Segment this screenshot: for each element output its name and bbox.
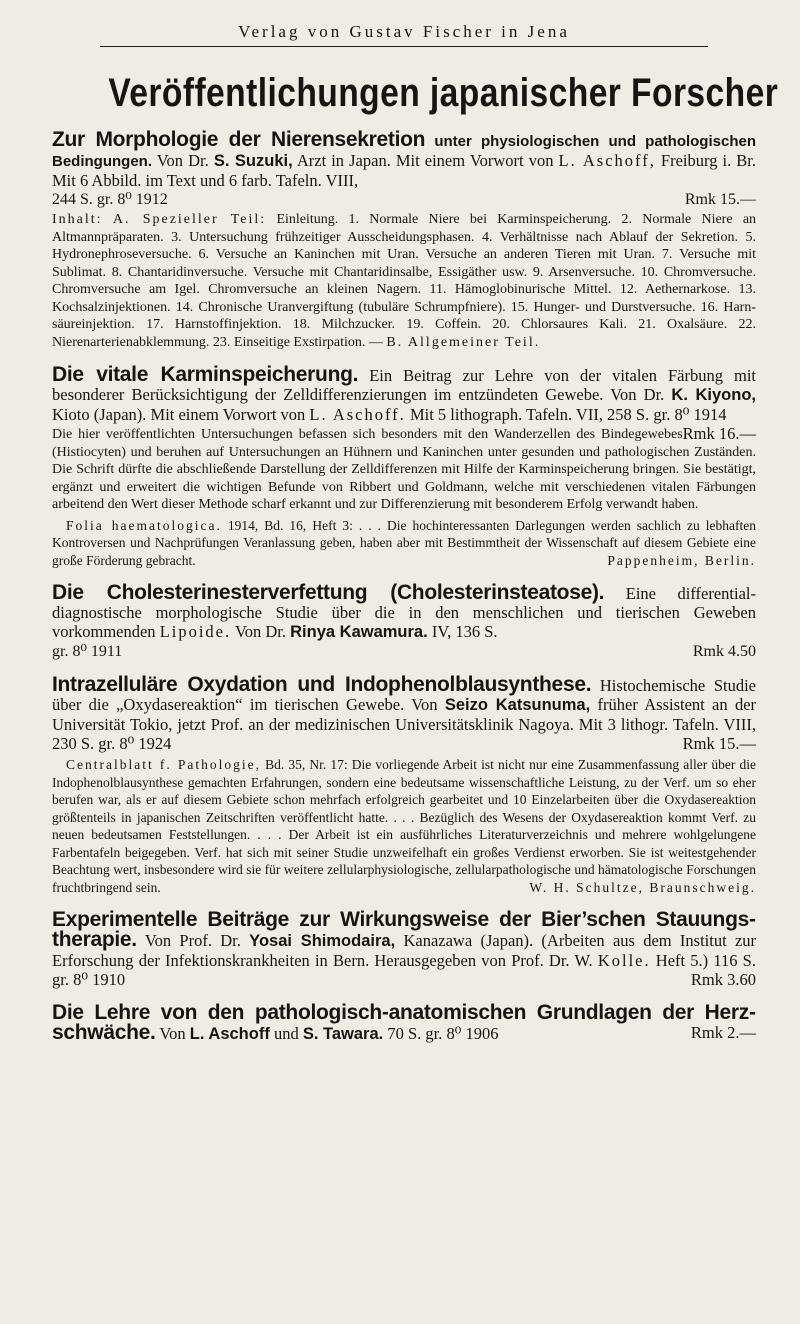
entry-meta [52,642,756,661]
entry-author: L. Aschoff [189,1025,270,1043]
entry-text: Arzt in Japan. Mit einem Vorwort von [296,151,554,170]
entry-author: Yosai Shimodaira, [249,932,396,950]
entry-pages: 70 S. gr. 8⁰ 1906 [387,1024,499,1043]
entry-title: Zur Morphologie der Nierensekretion [52,128,426,151]
entry-text: früher Assistent an der Universität Tokio, jetzt Prof. an der medizinischen Universitätsklinik Nagoya. Mit 3 lithogr. Tafeln. VIII, 230 S. gr. 8⁰ [52,695,757,753]
entry-text: Von Dr. [156,151,209,170]
entry-author: Rinya Kawamura. [290,623,428,641]
entry-shimodaira [52,910,756,989]
entry-price: Rmk 15.— [684,191,756,208]
entry-review [52,756,756,896]
entry-text: und [273,1024,299,1043]
entry-title: Die Lehre von den pathologisch-anatomischen Grundlagen der Herzschwäche. [52,1001,756,1044]
contents-part: A. Spezieller Teil: [112,212,267,227]
entry-price: Rmk 16.— [682,424,756,443]
entry-text: Eine differentialdiagnostische morphologische Studie über die in den menschlichen und tierischen Geweben vorkommenden [52,584,756,641]
entry-text: Von Dr. [234,622,287,641]
entry-text: Kanazawa (Japan). (Arbeiten aus dem Institut zur Erforschung der Infektionskrankheiten in Bern. Herausgegeben von Prof. Dr. W. [52,931,757,970]
entry-title: Intrazelluläre Oxydation und Indophenolblausynthese. [52,673,592,696]
entry-subtitle: unter physiologischen und pathologischen Bedingungen. [52,133,756,170]
entry-aschoff-tawara [52,1003,756,1044]
entry-review [52,517,756,570]
entry-kawamura [52,583,756,661]
contents-text: Einleitung. 1. Normale Niere bei Karminspeicherung. 2. Normale Niere an Altmannpräparaten. 3. Untersuchung frühzeitiger Ausscheidungsphasen. 4. Verhältnisse nach Ablauf der Sekretion. 5. Hydronephroseversuche. 6. Versuche an Kaninchen mit Uran. Versuche an anderen Tieren mit Uran. 7. Versuche mit Sublimat. 8. Chantaridinversuche. Versuche mit Chantaridinsalbe, Essigäther usw. 9. Arsenversuche. 10. Chromversuche. Chromversuche am Igel. Chromversuche an kleinen Nagern. 11. Hämoglobinurische Mittel. 12. Aethernarkose. 13. Kochsalzinjektionen. 14. Chronische Uranvergiftung (tubuläre Schrumpfniere). 15. Hunger- und Durstversuche. 16. Harnsäureinjektion. 17. Harnstoffinjektion. 18. Milchzucker. 19. Coffein. 20. Chlorsaures Kali. 21. Oxalsäure. 22. Nierenarterienabklemmung. 23. Einseitige Exstirpation. — [52,212,757,350]
entry-price: Rmk 15.— [682,734,756,753]
entry-author: S. Suzuki, [213,152,293,170]
entry-title: Die vitale Karminspeicherung. [52,363,359,386]
review-signature: Pappenheim, Berlin. [607,552,756,568]
entry-author: S. Tawara. [302,1025,384,1043]
page-title: Veröffentlichungen japanischer Forscher [108,71,779,115]
entry-year: 1924 [138,734,172,753]
publisher-header: Verlag von Gustav Fischer in Jena [100,22,708,47]
entry-description: Die hier veröffentlichten Untersuchungen befassen sich besonders mit den Wanderzellen des Bindegewebes (Histiocyten) und beruhen auf Untersuchungen an Hühnern und Kaninchen unter gesunden und pathologischen Zuständen. Die Schrift dürfte die abschließende Darstellung der Zelldifferenzen mit Hilfe der Karminspeicherung bringen. Sie bestätigt, ergänzt und erweitert die wichtigen Befunde von Ribbert und Goldmann, welche mit verschiedenen vitalen Färbungen arbeitend den Wert dieser Methode scharf erkannt und zur Differenzierung mit besonderem Erfolg verwandt haben. [52,427,756,512]
entry-lead [52,363,756,443]
entry-lead [52,1003,756,1044]
review-text: 1914, Bd. 16, Heft 3: . . . Die hochinteressanten Darlegungen werden sachlich zu lebhaften Kontroversen und Nachprüfungen Veranlassung geben, haben aber mit Bestimmtheit der Wissenschaft auf diesem Gebiete eine große Förderung gebracht. [52,517,756,568]
entry-text: Freiburg i. Br. Mit 6 Abbild. im Text und 6 farb. Tafeln. VIII, [52,151,756,190]
entry-name: L. Aschoff. [309,405,406,424]
entry-price: Rmk 4.50 [692,643,756,660]
entry-author: K. Kiyono, [671,386,756,404]
entry-keyword: Lipoide. [159,622,232,641]
entry-katsunuma [52,675,756,896]
review-source: Centralblatt f. Pathologie, [66,757,261,772]
entry-suzuki [52,130,756,351]
entry-text: Von [159,1024,186,1043]
entry-text: Heft 5.) 116 S. gr. 8⁰ [52,951,756,989]
entry-pages: gr. 8⁰ 1911 [52,643,123,660]
entry-text: Von Prof. Dr. [144,931,241,950]
entry-author: Seizo Katsunuma, [444,696,591,714]
contents-label: Inhalt: [52,212,103,227]
entry-text: Kioto (Japan). Mit einem Vorwort von [52,405,306,424]
entry-lead [52,675,756,753]
entry-contents [52,211,756,351]
entry-year: 1910 [92,970,126,989]
contents-part: B. Allgemeiner Teil. [386,334,541,350]
entry-pages: 244 S. gr. 8⁰ 1912 [52,191,168,208]
entry-text: Histochemische Studie über die „Oxydasereaktion“ im tierischen Gewebe. Von [52,676,757,714]
entry-year: 1914 [693,405,727,424]
entry-lead [52,130,756,190]
review-text: Bd. 35, Nr. 17: Die vorliegende Arbeit ist nicht nur eine Zusammenfassung aller über die Indophenolblausynthese gemachten Erfahrungen, sondern eine bedeutsame wissenschaftliche Leistung, zu der Verf. um so eher berufen war, als er auf diesem Gebiete schon mehrfach erfolgreich gearbeitet und 10 Einzelarbeiten über die Oxydasereaktion größtenteils in japanischen Zeitschriften veröffentlicht hatte. . . . Bezüglich des Wesens der Oxydasereaktion kommt Verf. zu neuen bedeutsamen Feststellungen. . . . Der Arbeit ist ein ausführliches Literaturverzeichnis und mehrere wohlgelungene Farbentafeln beigegeben. Verf. hat sich mit seiner Studie unzweifelhaft ein großes Verdienst erworben. Sie ist weitestgehender Beachtung wert, insbesondere wird sie für weitere zellularphysiologische, zellularpathologische und hämatologische Forschungen fruchtbringend sein. [52,757,756,895]
entry-price: Rmk 3.60 [690,970,756,989]
entry-title: Experimentelle Beiträge zur Wirkungsweise der Bier’schen Stauungstherapie. [52,908,756,951]
entry-text: Mit 5 lithograph. Tafeln. VII, 258 S. gr. 8⁰ [409,405,690,424]
entry-price: Rmk 2.— [690,1023,756,1042]
review-signature: W. H. Schultze, Braunschweig. [529,879,756,895]
review-source: Folia haematologica. [66,517,222,533]
entry-lead [52,583,756,642]
entry-text: IV, 136 S. [431,622,498,641]
entry-kiyono [52,365,756,569]
entry-name: Kolle. [597,951,651,970]
entry-title: Die Cholesterinesterverfettung (Cholesterinsteatose). [52,581,605,604]
entry-lead [52,910,756,989]
entry-name: L. Aschoff, [558,151,656,170]
entry-text: Ein Beitrag zur Lehre von der vitalen Färbung mit besonderer Berücksichtigung der Zelldifferenzierungen im entzündeten Gewebe. Von Dr. [52,366,756,404]
entry-meta [52,190,756,209]
